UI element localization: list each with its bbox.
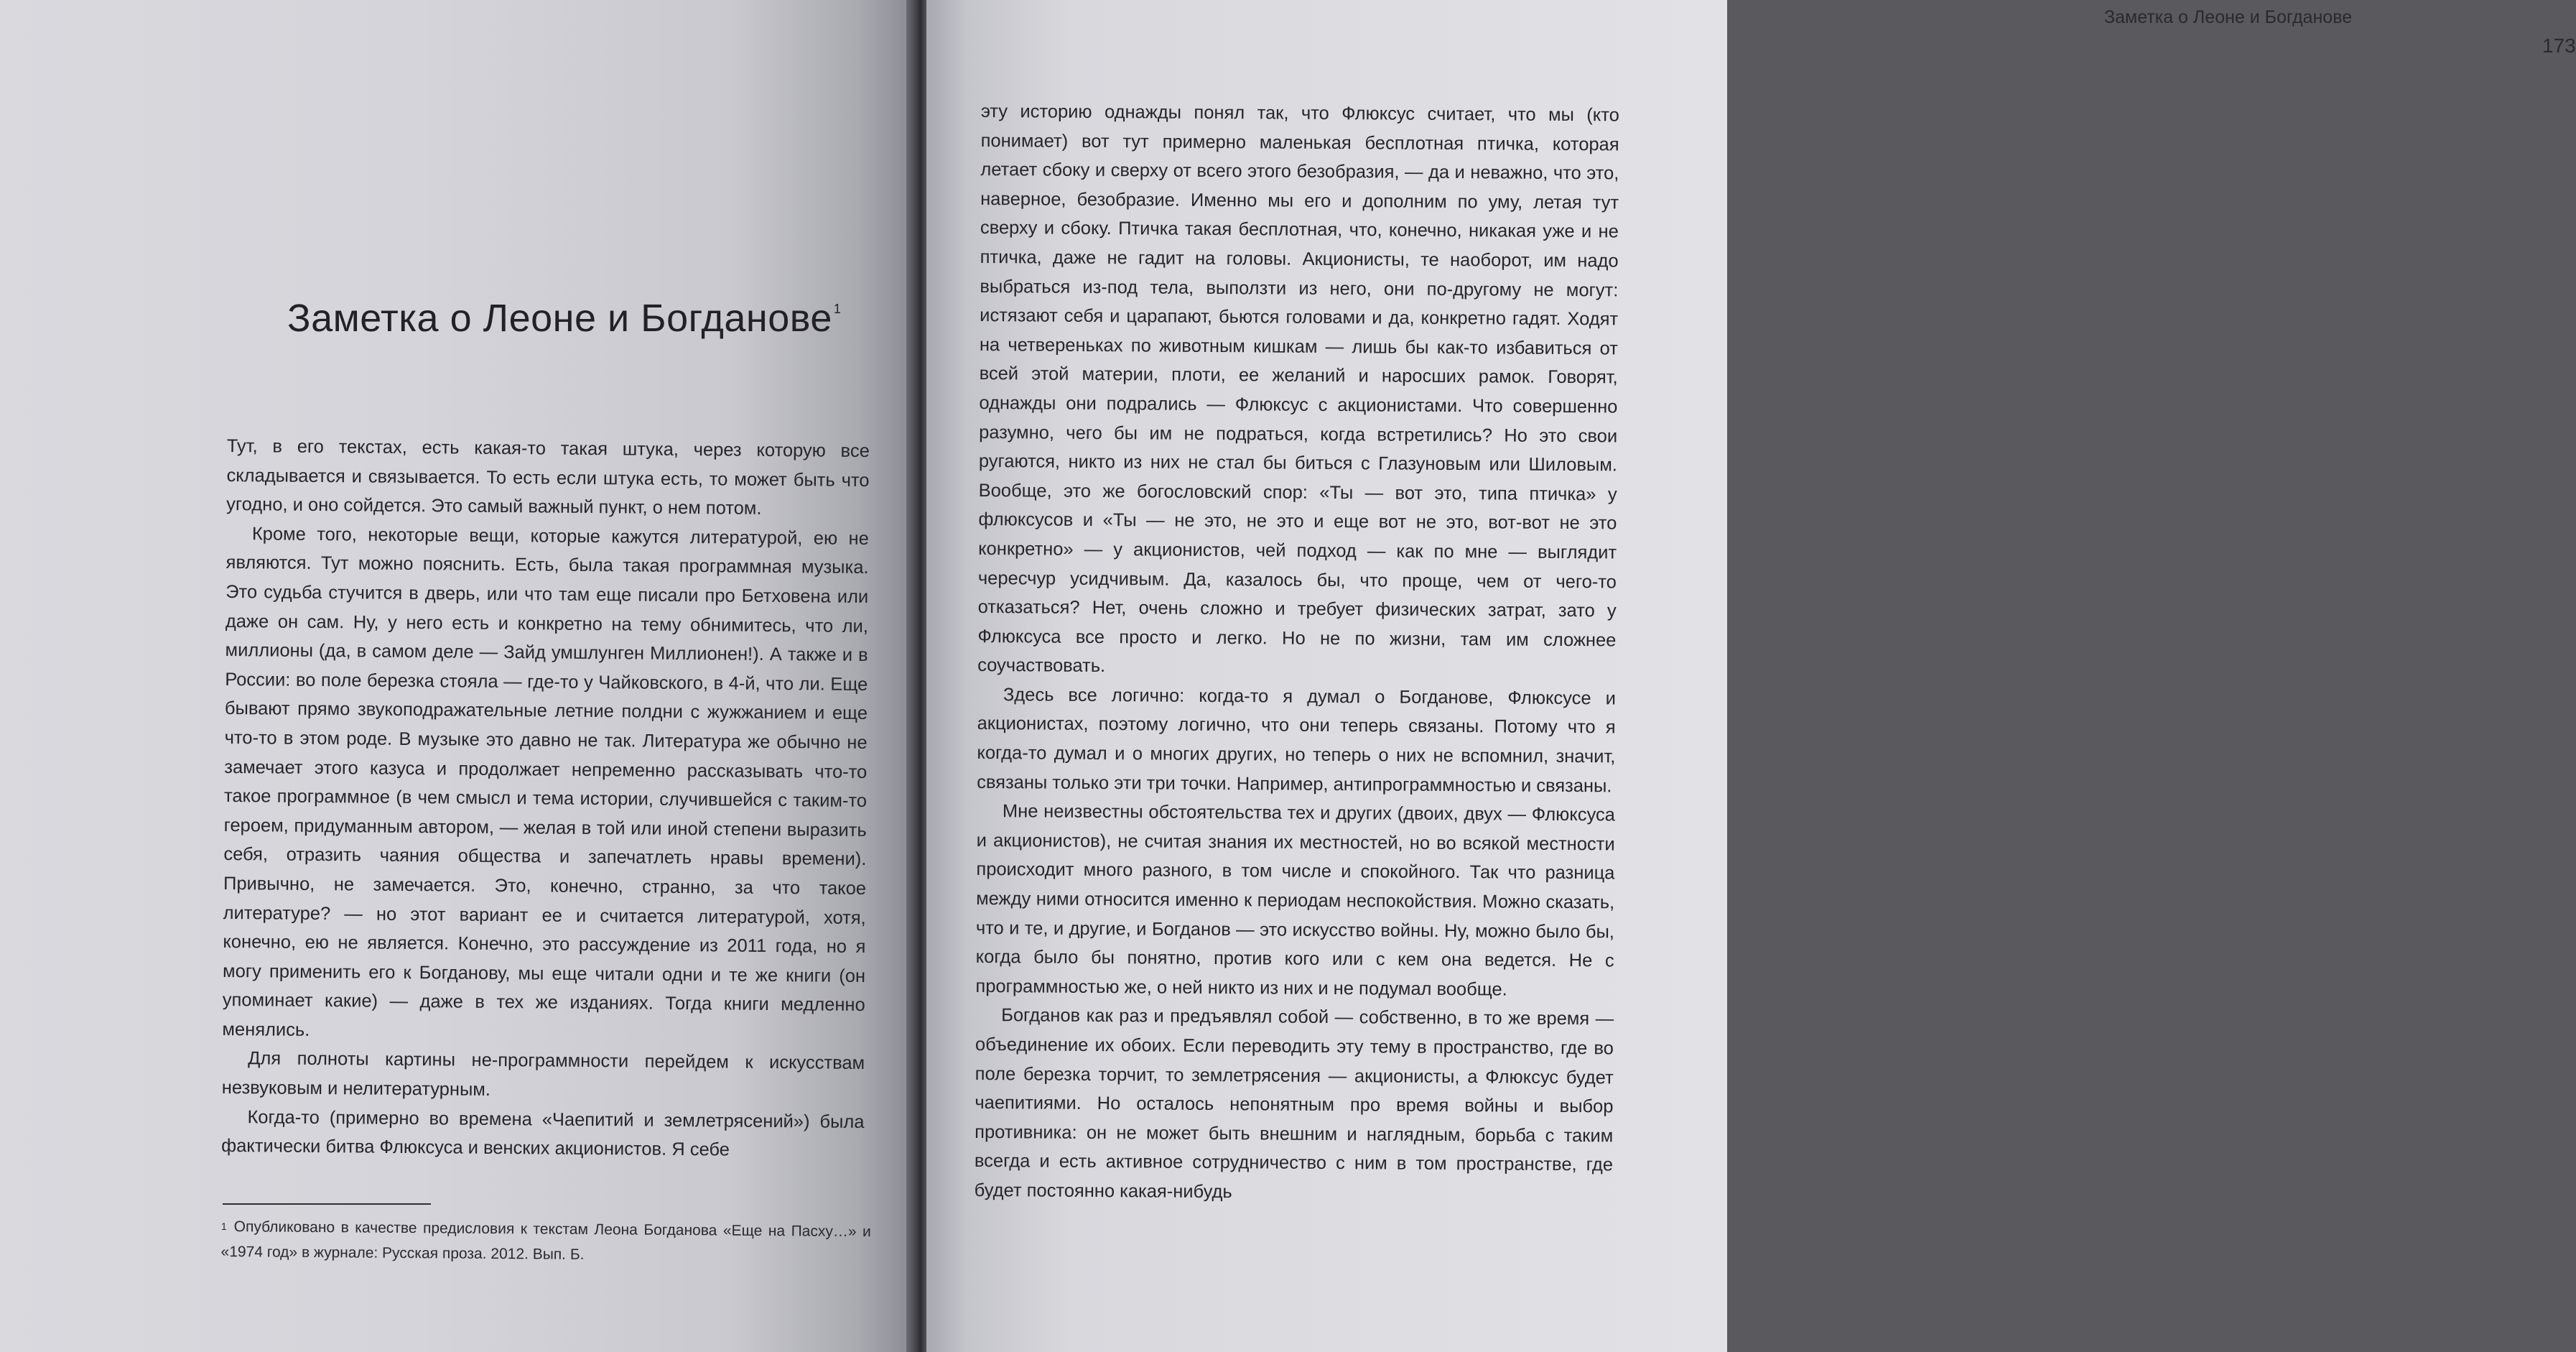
footnote [220,1214,871,1269]
paragraph: Когда-то (примерно во времена «Чаепитий и землетрясений») была фактически битва Флюксуса и венских акционистов. Я себе [221,1106,865,1160]
chapter-title-text: Заметка о Леоне и Богданове [287,297,832,340]
page-number: 173 [2542,34,2576,57]
paragraph: Богданов как раз и предъявлял собой — собственно, в то же время — объединение их обоих. Если переводить эту тему в пространство, где во поле березка торчит, то землетрясения — акционисты, а Флюксус будет чаепитиями. Но осталось непонятным про время войны и выбор противника: он не может быть внешним и наглядным, борьба с таким всегда и есть активное сотрудничество с ним в том пространстве, где будет постоянно какая-нибудь [974,1005,1614,1203]
footnote-mark: 1 [220,1220,227,1233]
paragraph: эту историю однажды понял так, что Флюксус считает, что мы (кто понимает) вот тут примерно маленькая бесплотная птичка, которая летает сбоку и сверху от всего этого безобразия, — да и неважно, что это, наверное, безобразие. Именно мы его и дополним по уму, летая тут сверху и сбоку. Птичка такая бесплотная, что, конечно, никакая уже и не птичка, даже не гадит на головы. Акционисты, те наоборот, им надо выбраться из-под тела, выползти из него, они по-другому не могут: истязают себя и царапают, бьются головами и да, конкретно гадят. Ходят на четвереньках по животным кишкам — лишь бы как-то избавиться от всей этой материи, плоти, ее желаний и наросших рамок. Говорят, однажды они подрались — Флюксус с акционистами. Что совершенно разумно, чего бы им не подраться, когда встретились? Но это свои ругаются, никто из них не стал бы биться с Глазуновым или Шиловым. Вообще, это же богословский спор: «Ты — вот это, типа птичка» у флюксусов и «Ты — не это, не это и еще вот не это, вот-вот не это конкретно» — у акционистов, чей подход — как по мне — выглядит чересчур усидчивым. Да, казалось бы, что проще, чем от чего-то отказаться? Нет, очень сложно и требует физических затрат, зато у Флюксуса все просто и легко. Но не по жизни, там им сложнее соучаствовать. [977,101,1619,677]
right-page-body [975,97,1619,1209]
footnote-divider [223,1203,431,1205]
title-footnote-mark: 1 [833,302,842,316]
paragraph: Кроме того, некоторые вещи, которые кажутся литературой, ею не являются. Тут можно пояснить. Есть, была такая программная музыка. Это судьба стучится в дверь, или что там еще писали про Бетховена или даже он сам. Ну, у него есть и конкретно на тему обнимитесь, что ли, миллионы (да, в самом деле — Зайд умшлунген Миллионен!). А также и в России: во поле березка стояла — где-то у Чайковского, в 4-й, что ли. Еще бывают прямо звукоподражательные летние полдни с жужжанием и еще что-то в этом роде. В музыке это давно не так. Литература же обычно не замечает этого казуса и продолжает непременно рассказывать что-то такое программное (в чем смысл и тема истории, случившейся с таким-то героем, придуманным автором, — желая в той или иной степени выразить себя, отразить чаяния общества и запечатлеть нравы времени). Привычно, не замечается. Это, конечно, странно, за что такое литературе? — но этот вариант ее и считается литературой, хотя, конечно, ею не является. Конечно, это рассуждение из 2011 года, но я могу применить его к Богданову, мы еще читали одни и те же книги (он упоминает какие) — даже в тех же изданиях. Тогда книги медленно менялись. [222,524,869,1040]
left-page-body [221,432,870,1166]
paragraph: Здесь все логично: когда-то я думал о Богданове, Флюксусе и акционистах, поэтому логично, что они теперь связаны. Потому что я когда-то думал и о многих других, но теперь о них не вспомнил, значит, связаны только эти три точки. Например, антипрограммностью и связаны. [977,685,1616,797]
paragraph: Тут, в его текстах, есть какая-то такая штука, через которую все складывается и связывается. То есть если штука есть, то может быть что угодно, и оно сойдется. Это самый важный пункт, о нем потом. [226,435,870,519]
left-page [0,0,913,1352]
footnote-text: Опубликовано в качестве предисловия к текстам Леона Богданова «Еще на Пасху…» и «1974 год» в журнале: Русская проза. 2012. Вып. Б. [220,1218,871,1263]
paragraph: Для полноты картины не-программности перейдем к искусствам незвуковым и нелитературным. [221,1048,865,1100]
running-head: Заметка о Леоне и Богданове [2104,7,2353,27]
chapter-title [287,296,841,341]
paragraph: Мне неизвестны обстоятельства тех и других (двоих, двух — Флюксуса и акционистов), не считая знания их местностей, но во всякой местности происходит много разного, в том числе и спокойного. Так что разница между ними относится именно к периодам неспокойствия. Можно сказать, что и те, и другие, и Богданов — это искусство войны. Ну, можно было бы, когда было бы понятно, против кого или с кем она ведется. Не с программностью же, о ней никто из них и не подумал вообще. [975,801,1615,1000]
